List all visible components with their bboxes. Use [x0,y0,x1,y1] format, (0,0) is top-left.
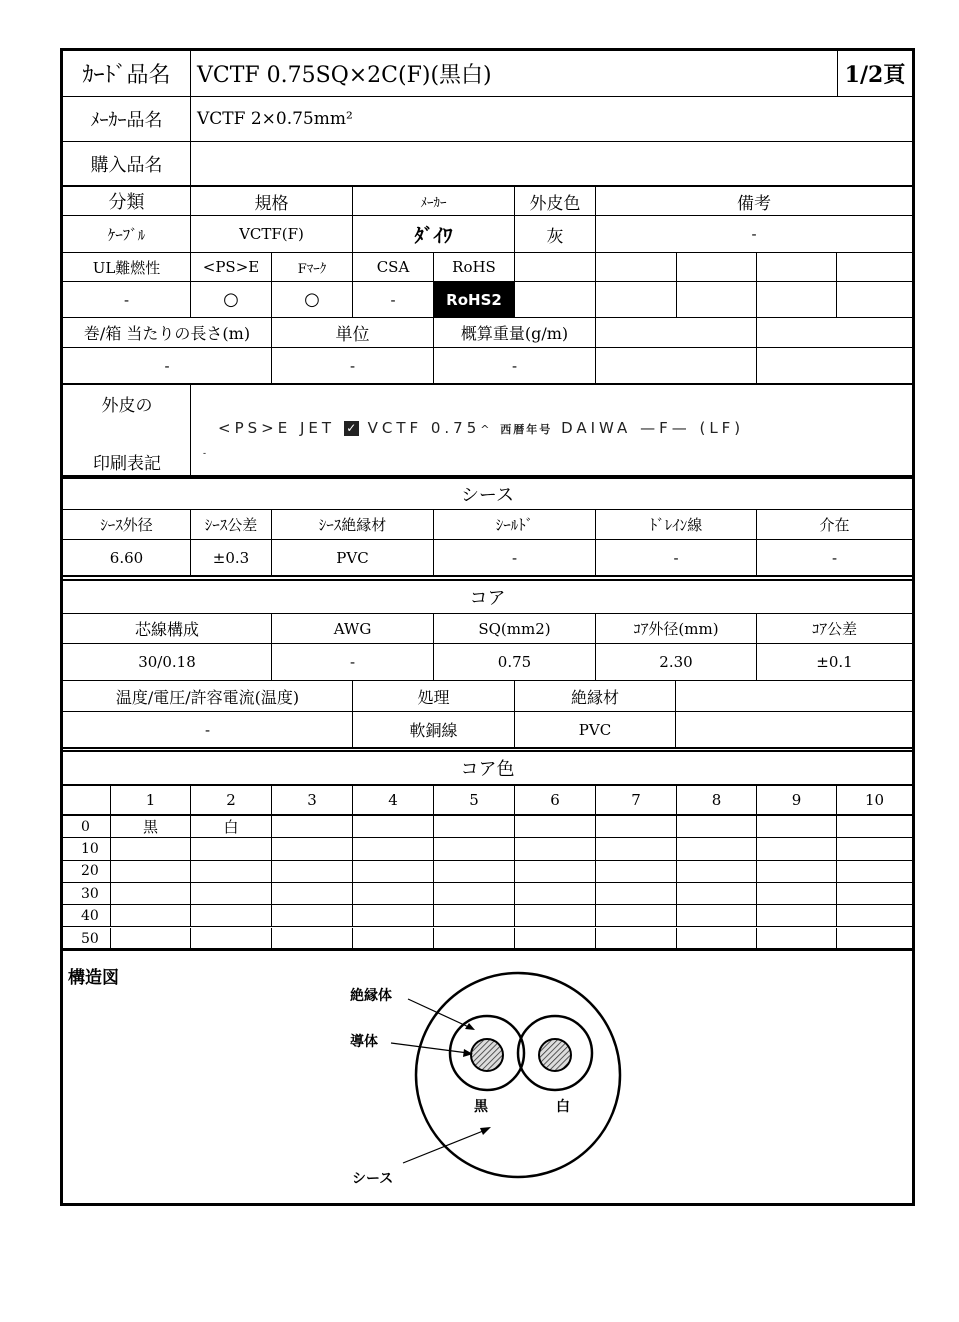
color-cell [353,838,434,860]
reel-value-weight: - [434,348,596,385]
core-value-strand: 30/0.18 [63,644,272,681]
color-cell [353,905,434,927]
core-value-tol: ±0.1 [757,644,912,681]
temp-value-empty [676,712,912,749]
cert-value-empty [837,282,912,318]
color-cell [191,838,272,860]
sheath-header-ins: ｼｰｽ絶縁材 [272,510,434,540]
class-header-remarks: 備考 [596,187,912,216]
core-header-od: ｺｱ外径(mm) [596,614,757,644]
color-cell [434,905,515,927]
core-color-title: コア色 [63,750,912,786]
color-cell [272,883,353,905]
color-cell [837,928,912,950]
structure-title: 構造図 [68,968,119,988]
color-row-label: 50 [63,928,111,950]
core-2-color-label: 白 [556,1099,570,1115]
color-col-header: 3 [272,786,353,816]
color-cell [596,928,677,950]
color-cell [191,905,272,927]
class-value-color: 灰 [515,216,596,253]
color-cell [757,928,837,950]
color-col-header: 2 [191,786,272,816]
cert-value-ul: - [63,282,191,318]
purchase-label: 購入品名 [63,142,191,187]
cert-header-fmark: Fﾏｰｸ [272,253,353,282]
insulator-leader [408,999,473,1029]
color-cell [837,905,912,927]
color-cell [515,905,596,927]
sheath-leader [403,1129,488,1163]
cert-value-empty [596,282,677,318]
color-col-header: 10 [837,786,912,816]
cert-value-empty [677,282,757,318]
color-cell [515,838,596,860]
card-name-label: ｶｰﾄﾞ品名 [63,51,191,97]
core-title: コア [63,579,912,614]
cert-header-rohs: RoHS [434,253,515,282]
class-value-maker: ﾀﾞｲﾜ [353,216,515,253]
color-cell [111,838,191,860]
class-value-standard: VCTF(F) [191,216,353,253]
color-row-label: 0 [63,816,111,838]
sheath-header-tol: ｼｰｽ公差 [191,510,272,540]
print-text-year: 西暦年号 [500,423,553,436]
color-grid-corner [63,786,111,816]
color-cell [677,861,757,883]
color-cell [353,883,434,905]
color-col-header: 7 [596,786,677,816]
color-col-header: 1 [111,786,191,816]
color-cell [837,883,912,905]
class-value-type: ｹｰﾌﾞﾙ [63,216,191,253]
reel-header-empty [596,318,757,348]
sheath-header-od: ｼｰｽ外径 [63,510,191,540]
sheath-value-drain: - [596,540,757,577]
class-header-color: 外皮色 [515,187,596,216]
color-cell [191,928,272,950]
class-header-type: 分類 [63,187,191,216]
color-cell [837,816,912,838]
color-row-label: 40 [63,905,111,927]
reel-value-unit: - [272,348,434,385]
color-cell [677,905,757,927]
color-cell [434,861,515,883]
temp-header-insulation: 絶縁材 [515,681,676,712]
caret-mark: ^ [480,423,492,436]
temp-header-treatment: 処理 [353,681,515,712]
print-label-top: 外皮の [101,396,153,416]
color-cell [837,861,912,883]
conductor-label: 導体 [350,1034,378,1050]
reel-header-weight: 概算重量(g/m) [434,318,596,348]
sheath-header-shield: ｼｰﾙﾄﾞ [434,510,596,540]
color-row-label: 30 [63,883,111,905]
color-cell [272,816,353,838]
color-col-header: 5 [434,786,515,816]
sheath-value-shield: - [434,540,596,577]
color-cell [677,883,757,905]
color-col-header: 6 [515,786,596,816]
conductor-leader [391,1043,468,1053]
color-cell [272,838,353,860]
reel-value-empty [596,348,757,385]
color-cell [272,928,353,950]
temp-header-empty [676,681,912,712]
color-cell [434,816,515,838]
color-cell [515,928,596,950]
color-cell: 黒 [111,816,191,838]
cert-header-csa: CSA [353,253,434,282]
print-dot: - [203,449,207,459]
reel-header-unit: 単位 [272,318,434,348]
color-col-header: 8 [677,786,757,816]
color-cell [757,861,837,883]
color-col-header: 9 [757,786,837,816]
sheath-value-filler: - [757,540,912,577]
reel-value-length: - [63,348,272,385]
cert-value-csa: - [353,282,434,318]
color-cell [353,861,434,883]
color-cell [111,905,191,927]
core-header-strand: 芯線構成 [63,614,272,644]
color-cell [677,816,757,838]
color-cell [272,861,353,883]
color-row-label: 20 [63,861,111,883]
core-2-conductor [539,1039,571,1071]
temp-value-treatment: 軟銅線 [353,712,515,749]
color-cell [111,861,191,883]
class-header-standard: 規格 [191,187,353,216]
color-cell [191,883,272,905]
maker-product-label: ﾒｰｶｰ品名 [63,97,191,142]
class-value-remarks: - [596,216,912,253]
color-cell [111,928,191,950]
cert-value-fmark: ○ [272,282,353,318]
color-cell [596,905,677,927]
color-cell [757,883,837,905]
color-cell [596,816,677,838]
reel-header-empty [757,318,912,348]
cert-header-empty [515,253,596,282]
core-header-tol: ｺｱ公差 [757,614,912,644]
sheath-value-od: 6.60 [63,540,191,577]
color-cell [515,816,596,838]
sheath-header-drain: ﾄﾞﾚｲﾝ線 [596,510,757,540]
core-header-sq: SQ(mm2) [434,614,596,644]
core-value-sq: 0.75 [434,644,596,681]
purchase-value [191,142,912,187]
cert-header-pse: <PS>E [191,253,272,282]
cert-header-empty [757,253,837,282]
core-value-awg: - [272,644,434,681]
core-1-color-label: 黒 [474,1099,488,1115]
color-cell [434,838,515,860]
temp-header-rating: 温度/電圧/許容電流(温度) [63,681,353,712]
cert-value-empty [515,282,596,318]
color-cell [353,816,434,838]
color-cell [272,905,353,927]
color-cell [677,838,757,860]
insulator-label: 絶縁体 [350,988,392,1004]
sheath-label: シース [352,1171,394,1187]
color-row-label: 10 [63,838,111,860]
print-label-bottom: 印刷表記 [93,454,161,474]
color-cell [757,905,837,927]
color-cell [434,883,515,905]
cert-value-empty [757,282,837,318]
sheath-value-tol: ±0.3 [191,540,272,577]
temp-value-rating: - [63,712,353,749]
color-cell [596,883,677,905]
color-cell [837,838,912,860]
color-cell [515,883,596,905]
sheath-title: シース [63,477,912,510]
print-label-cell [63,385,191,475]
structure-diagram [63,951,912,1206]
cert-header-empty [677,253,757,282]
print-text-b: VCTF 0.75 [367,419,481,437]
card-name-value: VCTF 0.75SQ×2C(F)(黒白) [191,51,838,97]
spec-sheet [60,48,915,1206]
color-cell [757,838,837,860]
checkbox-icon: ✓ [344,421,359,436]
color-cell [757,816,837,838]
color-cell [677,928,757,950]
color-cell [515,861,596,883]
core-1-conductor [471,1039,503,1071]
cert-header-empty [837,253,912,282]
core-value-od: 2.30 [596,644,757,681]
class-header-maker: ﾒｰｶｰ [353,187,515,216]
reel-header-length: 巻/箱 当たりの長さ(m) [63,318,272,348]
temp-value-insulation: PVC [515,712,676,749]
core-header-awg: AWG [272,614,434,644]
color-cell [434,928,515,950]
color-cell [191,861,272,883]
cert-header-empty [596,253,677,282]
color-cell: 白 [191,816,272,838]
color-cell [353,928,434,950]
sheath-arrow-icon [480,1127,491,1135]
sheath-value-ins: PVC [272,540,434,577]
print-text-a: <PS>E JET [218,419,336,437]
cert-value-pse: ○ [191,282,272,318]
sheath-header-filler: 介在 [757,510,912,540]
color-cell [111,883,191,905]
maker-product-value: VCTF 2×0.75mm² [191,97,912,142]
page-number: 1/2頁 [838,51,912,97]
print-text-c: DAIWA —F— (LF) [561,419,745,437]
color-cell [596,838,677,860]
cert-value-rohs-badge: RoHS2 [434,282,515,318]
cert-header-ul: UL難燃性 [63,253,191,282]
color-cell [596,861,677,883]
reel-value-empty [757,348,912,385]
color-col-header: 4 [353,786,434,816]
print-marking-text [218,419,744,437]
